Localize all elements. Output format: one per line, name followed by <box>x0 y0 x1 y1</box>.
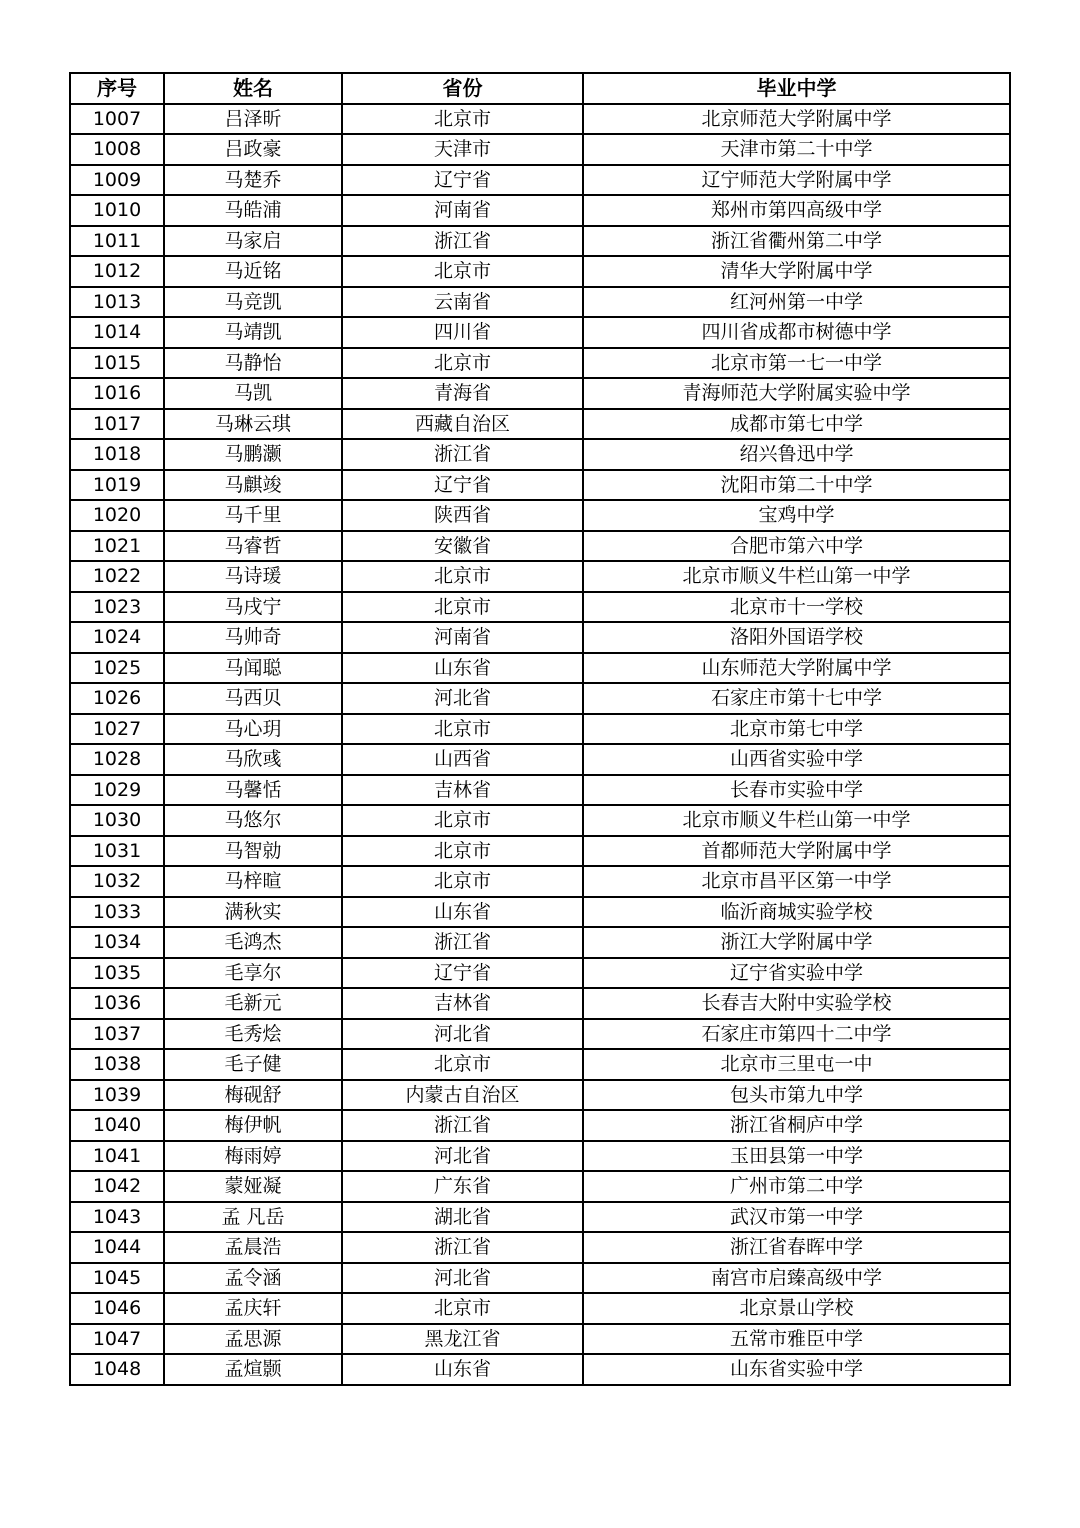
cell-province: 浙江省 <box>342 1110 583 1141</box>
cell-province: 北京市 <box>342 1049 583 1080</box>
table-row <box>70 775 1010 806</box>
cell-name: 孟晨浩 <box>164 1232 342 1263</box>
cell-serial-number: 1029 <box>70 775 164 806</box>
cell-graduating-school: 浙江省衢州第二中学 <box>583 226 1010 257</box>
cell-graduating-school: 宝鸡中学 <box>583 500 1010 531</box>
table-row <box>70 714 1010 745</box>
cell-province: 北京市 <box>342 592 583 623</box>
cell-serial-number: 1048 <box>70 1354 164 1385</box>
cell-province: 湖北省 <box>342 1202 583 1233</box>
cell-serial-number: 1010 <box>70 195 164 226</box>
cell-graduating-school: 长春吉大附中实验学校 <box>583 988 1010 1019</box>
cell-graduating-school: 山东省实验中学 <box>583 1354 1010 1385</box>
cell-name: 马千里 <box>164 500 342 531</box>
cell-serial-number: 1032 <box>70 866 164 897</box>
cell-name: 马皓浦 <box>164 195 342 226</box>
cell-name: 孟 凡岳 <box>164 1202 342 1233</box>
cell-name: 马梓暄 <box>164 866 342 897</box>
cell-name: 毛享尔 <box>164 958 342 989</box>
cell-province: 浙江省 <box>342 1232 583 1263</box>
cell-province: 山东省 <box>342 897 583 928</box>
cell-serial-number: 1031 <box>70 836 164 867</box>
table-row <box>70 1080 1010 1111</box>
cell-serial-number: 1011 <box>70 226 164 257</box>
cell-name: 毛鸿杰 <box>164 927 342 958</box>
table-row <box>70 1354 1010 1385</box>
cell-graduating-school: 北京市十一学校 <box>583 592 1010 623</box>
cell-graduating-school: 包头市第九中学 <box>583 1080 1010 1111</box>
cell-province: 北京市 <box>342 348 583 379</box>
table-row <box>70 592 1010 623</box>
cell-province: 北京市 <box>342 866 583 897</box>
cell-graduating-school: 南宫市启臻高级中学 <box>583 1263 1010 1294</box>
cell-name: 孟庆轩 <box>164 1293 342 1324</box>
cell-name: 马智勍 <box>164 836 342 867</box>
table-row <box>70 1324 1010 1355</box>
cell-serial-number: 1019 <box>70 470 164 501</box>
table-row <box>70 317 1010 348</box>
table-row <box>70 226 1010 257</box>
cell-serial-number: 1014 <box>70 317 164 348</box>
cell-province: 陕西省 <box>342 500 583 531</box>
cell-name: 毛秀烩 <box>164 1019 342 1050</box>
cell-serial-number: 1024 <box>70 622 164 653</box>
table-body <box>70 104 1010 1385</box>
cell-name: 马麒竣 <box>164 470 342 501</box>
cell-graduating-school: 山东师范大学附属中学 <box>583 653 1010 684</box>
cell-name: 马竞凯 <box>164 287 342 318</box>
cell-province: 北京市 <box>342 805 583 836</box>
table-row <box>70 287 1010 318</box>
table-row <box>70 500 1010 531</box>
cell-name: 马悠尔 <box>164 805 342 836</box>
cell-serial-number: 1040 <box>70 1110 164 1141</box>
table-row <box>70 927 1010 958</box>
cell-serial-number: 1036 <box>70 988 164 1019</box>
table-row <box>70 378 1010 409</box>
cell-name: 马静怡 <box>164 348 342 379</box>
cell-serial-number: 1043 <box>70 1202 164 1233</box>
cell-serial-number: 1033 <box>70 897 164 928</box>
table-row <box>70 409 1010 440</box>
table-row <box>70 561 1010 592</box>
cell-serial-number: 1034 <box>70 927 164 958</box>
cell-serial-number: 1044 <box>70 1232 164 1263</box>
cell-graduating-school: 沈阳市第二十中学 <box>583 470 1010 501</box>
cell-province: 天津市 <box>342 134 583 165</box>
cell-serial-number: 1025 <box>70 653 164 684</box>
cell-province: 浙江省 <box>342 439 583 470</box>
cell-graduating-school: 山西省实验中学 <box>583 744 1010 775</box>
cell-name: 马帅奇 <box>164 622 342 653</box>
cell-graduating-school: 绍兴鲁迅中学 <box>583 439 1010 470</box>
cell-serial-number: 1027 <box>70 714 164 745</box>
cell-graduating-school: 红河州第一中学 <box>583 287 1010 318</box>
cell-name: 吕泽昕 <box>164 104 342 135</box>
cell-name: 毛新元 <box>164 988 342 1019</box>
cell-serial-number: 1026 <box>70 683 164 714</box>
table-row <box>70 1141 1010 1172</box>
table-row <box>70 1232 1010 1263</box>
table-row <box>70 958 1010 989</box>
cell-serial-number: 1007 <box>70 104 164 135</box>
table-row <box>70 470 1010 501</box>
cell-province: 山西省 <box>342 744 583 775</box>
table-row <box>70 836 1010 867</box>
cell-graduating-school: 青海师范大学附属实验中学 <box>583 378 1010 409</box>
table-row <box>70 1171 1010 1202</box>
cell-graduating-school: 清华大学附属中学 <box>583 256 1010 287</box>
header-name: 姓名 <box>164 73 342 104</box>
cell-graduating-school: 合肥市第六中学 <box>583 531 1010 562</box>
cell-serial-number: 1039 <box>70 1080 164 1111</box>
table-row <box>70 439 1010 470</box>
table-row <box>70 104 1010 135</box>
cell-name: 梅伊帆 <box>164 1110 342 1141</box>
table-row <box>70 1202 1010 1233</box>
cell-serial-number: 1012 <box>70 256 164 287</box>
cell-province: 浙江省 <box>342 226 583 257</box>
cell-name: 马西贝 <box>164 683 342 714</box>
cell-graduating-school: 北京师范大学附属中学 <box>583 104 1010 135</box>
table-row <box>70 1263 1010 1294</box>
cell-graduating-school: 北京市第七中学 <box>583 714 1010 745</box>
cell-name: 孟令涵 <box>164 1263 342 1294</box>
cell-name: 马诗瑗 <box>164 561 342 592</box>
cell-graduating-school: 长春市实验中学 <box>583 775 1010 806</box>
cell-graduating-school: 北京市顺义牛栏山第一中学 <box>583 805 1010 836</box>
cell-province: 黑龙江省 <box>342 1324 583 1355</box>
cell-graduating-school: 浙江大学附属中学 <box>583 927 1010 958</box>
cell-name: 马心玥 <box>164 714 342 745</box>
table-row <box>70 1019 1010 1050</box>
cell-serial-number: 1037 <box>70 1019 164 1050</box>
cell-graduating-school: 石家庄市第四十二中学 <box>583 1019 1010 1050</box>
cell-serial-number: 1045 <box>70 1263 164 1294</box>
cell-graduating-school: 四川省成都市树德中学 <box>583 317 1010 348</box>
cell-graduating-school: 五常市雅臣中学 <box>583 1324 1010 1355</box>
table-row <box>70 988 1010 1019</box>
cell-province: 北京市 <box>342 836 583 867</box>
cell-graduating-school: 辽宁省实验中学 <box>583 958 1010 989</box>
table-row <box>70 683 1010 714</box>
cell-name: 梅砚舒 <box>164 1080 342 1111</box>
cell-name: 马琳云琪 <box>164 409 342 440</box>
cell-province: 河南省 <box>342 622 583 653</box>
cell-province: 云南省 <box>342 287 583 318</box>
cell-graduating-school: 天津市第二十中学 <box>583 134 1010 165</box>
cell-serial-number: 1046 <box>70 1293 164 1324</box>
header-graduating-school: 毕业中学 <box>583 73 1010 104</box>
cell-graduating-school: 临沂商城实验学校 <box>583 897 1010 928</box>
cell-province: 辽宁省 <box>342 165 583 196</box>
cell-province: 北京市 <box>342 104 583 135</box>
cell-name: 梅雨婷 <box>164 1141 342 1172</box>
table-row <box>70 653 1010 684</box>
cell-province: 安徽省 <box>342 531 583 562</box>
cell-name: 马戌宁 <box>164 592 342 623</box>
header-serial-number: 序号 <box>70 73 164 104</box>
table-row <box>70 805 1010 836</box>
cell-province: 河北省 <box>342 1263 583 1294</box>
cell-serial-number: 1028 <box>70 744 164 775</box>
cell-name: 马家启 <box>164 226 342 257</box>
table-row <box>70 195 1010 226</box>
cell-name: 马馨恬 <box>164 775 342 806</box>
table-row <box>70 622 1010 653</box>
cell-graduating-school: 玉田县第一中学 <box>583 1141 1010 1172</box>
cell-graduating-school: 成都市第七中学 <box>583 409 1010 440</box>
cell-name: 马凯 <box>164 378 342 409</box>
cell-serial-number: 1022 <box>70 561 164 592</box>
cell-province: 河北省 <box>342 683 583 714</box>
cell-province: 内蒙古自治区 <box>342 1080 583 1111</box>
cell-graduating-school: 广州市第二中学 <box>583 1171 1010 1202</box>
cell-name: 毛子健 <box>164 1049 342 1080</box>
cell-province: 河南省 <box>342 195 583 226</box>
table-row <box>70 348 1010 379</box>
cell-province: 吉林省 <box>342 988 583 1019</box>
cell-name: 马楚乔 <box>164 165 342 196</box>
cell-serial-number: 1035 <box>70 958 164 989</box>
cell-graduating-school: 北京市顺义牛栏山第一中学 <box>583 561 1010 592</box>
cell-graduating-school: 郑州市第四高级中学 <box>583 195 1010 226</box>
cell-province: 四川省 <box>342 317 583 348</box>
cell-serial-number: 1038 <box>70 1049 164 1080</box>
cell-graduating-school: 武汉市第一中学 <box>583 1202 1010 1233</box>
cell-serial-number: 1009 <box>70 165 164 196</box>
cell-serial-number: 1017 <box>70 409 164 440</box>
cell-graduating-school: 浙江省春晖中学 <box>583 1232 1010 1263</box>
table-header-row <box>70 73 1010 104</box>
cell-name: 马靖凯 <box>164 317 342 348</box>
cell-province: 山东省 <box>342 1354 583 1385</box>
cell-name: 满秋实 <box>164 897 342 928</box>
cell-graduating-school: 洛阳外国语学校 <box>583 622 1010 653</box>
cell-name: 吕政豪 <box>164 134 342 165</box>
student-roster-table <box>69 72 1011 1386</box>
cell-province: 河北省 <box>342 1141 583 1172</box>
cell-graduating-school: 北京市昌平区第一中学 <box>583 866 1010 897</box>
cell-province: 西藏自治区 <box>342 409 583 440</box>
table-row <box>70 134 1010 165</box>
cell-serial-number: 1016 <box>70 378 164 409</box>
table-row <box>70 744 1010 775</box>
cell-province: 辽宁省 <box>342 470 583 501</box>
cell-serial-number: 1042 <box>70 1171 164 1202</box>
cell-name: 蒙娅凝 <box>164 1171 342 1202</box>
cell-serial-number: 1030 <box>70 805 164 836</box>
cell-serial-number: 1023 <box>70 592 164 623</box>
cell-province: 辽宁省 <box>342 958 583 989</box>
cell-graduating-school: 石家庄市第十七中学 <box>583 683 1010 714</box>
header-province: 省份 <box>342 73 583 104</box>
cell-graduating-school: 辽宁师范大学附属中学 <box>583 165 1010 196</box>
cell-graduating-school: 北京市第一七一中学 <box>583 348 1010 379</box>
cell-province: 浙江省 <box>342 927 583 958</box>
cell-name: 马睿哲 <box>164 531 342 562</box>
cell-serial-number: 1013 <box>70 287 164 318</box>
cell-name: 马欣彧 <box>164 744 342 775</box>
cell-graduating-school: 首都师范大学附属中学 <box>583 836 1010 867</box>
cell-serial-number: 1041 <box>70 1141 164 1172</box>
table-row <box>70 256 1010 287</box>
cell-province: 北京市 <box>342 561 583 592</box>
cell-serial-number: 1018 <box>70 439 164 470</box>
cell-province: 山东省 <box>342 653 583 684</box>
cell-serial-number: 1015 <box>70 348 164 379</box>
cell-graduating-school: 浙江省桐庐中学 <box>583 1110 1010 1141</box>
cell-province: 北京市 <box>342 714 583 745</box>
cell-name: 孟煊颢 <box>164 1354 342 1385</box>
cell-province: 吉林省 <box>342 775 583 806</box>
cell-province: 青海省 <box>342 378 583 409</box>
cell-name: 马闻聪 <box>164 653 342 684</box>
cell-serial-number: 1021 <box>70 531 164 562</box>
table-row <box>70 897 1010 928</box>
cell-graduating-school: 北京市三里屯一中 <box>583 1049 1010 1080</box>
cell-graduating-school: 北京景山学校 <box>583 1293 1010 1324</box>
cell-province: 北京市 <box>342 256 583 287</box>
table-row <box>70 1110 1010 1141</box>
cell-province: 广东省 <box>342 1171 583 1202</box>
cell-name: 马近铭 <box>164 256 342 287</box>
cell-serial-number: 1020 <box>70 500 164 531</box>
cell-province: 北京市 <box>342 1293 583 1324</box>
cell-name: 马鹏灏 <box>164 439 342 470</box>
cell-serial-number: 1008 <box>70 134 164 165</box>
table-row <box>70 866 1010 897</box>
cell-name: 孟思源 <box>164 1324 342 1355</box>
cell-serial-number: 1047 <box>70 1324 164 1355</box>
table-row <box>70 165 1010 196</box>
cell-province: 河北省 <box>342 1019 583 1050</box>
table-row <box>70 1293 1010 1324</box>
table-row <box>70 531 1010 562</box>
table-row <box>70 1049 1010 1080</box>
